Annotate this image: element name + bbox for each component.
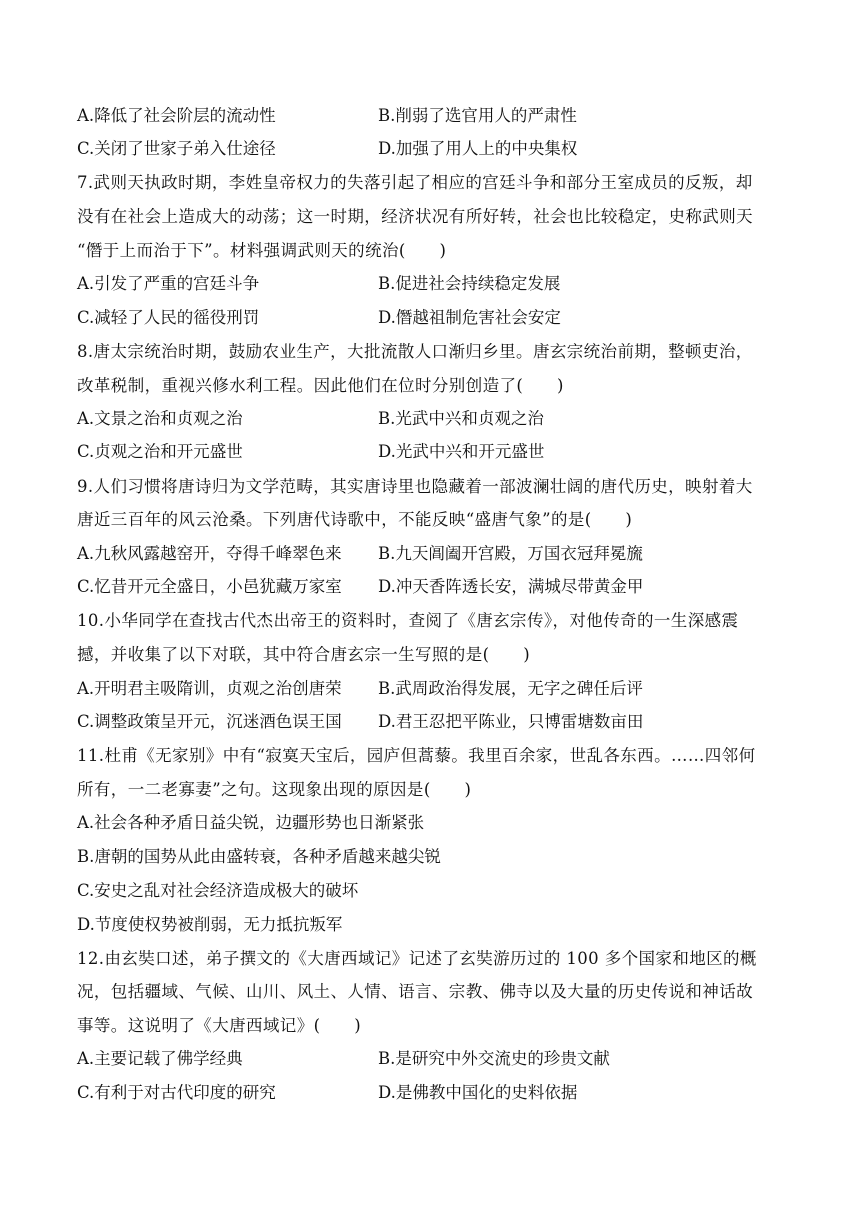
q11-option-c[interactable]: C.安史之乱对社会经济造成极大的破坏 — [77, 881, 359, 900]
q6-option-b[interactable]: B.削弱了选官用人的严肃性 — [378, 106, 577, 125]
q12-option-a[interactable]: A.主要记载了佛学经典 — [77, 1049, 243, 1068]
q9-option-c[interactable]: C.忆昔开元全盛日，小邑犹藏万家室 — [77, 577, 342, 596]
q12-option-d[interactable]: D.是佛教中国化的史料依据 — [378, 1083, 578, 1102]
q12-stem-line-1: 12.由玄奘口述，弟子撰文的《大唐西域记》记述了玄奘游历过的 100 多个国家和地区的概 — [77, 949, 757, 968]
q12-stem-line-3: 事等。这说明了《大唐西域记》( ) — [77, 1016, 362, 1035]
q7-option-c[interactable]: C.减轻了人民的徭役刑罚 — [77, 308, 260, 327]
q8-option-c[interactable]: C.贞观之治和开元盛世 — [77, 442, 243, 461]
q9-option-b[interactable]: B.九天阊阖开宫殿，万国衣冠拜冕旒 — [378, 544, 643, 563]
q7-option-b[interactable]: B.促进社会持续稳定发展 — [378, 274, 561, 293]
q7-stem-line-1: 7.武则天执政时期，李姓皇帝权力的失落引起了相应的宫廷斗争和部分王室成员的反叛，却 — [77, 173, 753, 192]
q10-option-d[interactable]: D.君王忍把平陈业，只博雷塘数亩田 — [378, 712, 644, 731]
q12-option-b[interactable]: B.是研究中外交流史的珍贵文献 — [378, 1049, 610, 1068]
q8-stem-line-2: 改革税制，重视兴修水利工程。因此他们在位时分别创造了( ) — [77, 376, 564, 395]
q10-option-b[interactable]: B.武周政治得发展，无字之碑任后评 — [378, 679, 643, 698]
q6-option-c[interactable]: C.关闭了世家子弟入仕途径 — [77, 139, 276, 158]
q8-option-a[interactable]: A.文景之治和贞观之治 — [77, 409, 243, 428]
q8-option-d[interactable]: D.光武中兴和开元盛世 — [378, 442, 545, 461]
q9-stem-line-1: 9.人们习惯将唐诗归为文学范畴，其实唐诗里也隐藏着一部波澜壮阔的唐代历史，映射着大 — [77, 477, 753, 496]
q9-option-a[interactable]: A.九秋风露越窑开，夺得千峰翠色来 — [77, 544, 342, 563]
q12-option-c[interactable]: C.有利于对古代印度的研究 — [77, 1083, 276, 1102]
q11-option-b[interactable]: B.唐朝的国势从此由盛转衰，各种矛盾越来越尖锐 — [77, 847, 441, 866]
q11-stem-line-2: 所有，一二老寡妻”之句。这现象出现的原因是( ) — [77, 780, 472, 799]
q7-stem-line-2: 没有在社会上造成大的动荡；这一时期，经济状况有所好转，社会也比较稳定，史称武则天 — [77, 207, 753, 226]
q8-option-b[interactable]: B.光武中兴和贞观之治 — [378, 409, 544, 428]
q10-option-a[interactable]: A.开明君主吸隋训，贞观之治创唐荣 — [77, 679, 342, 698]
q6-option-a[interactable]: A.降低了社会阶层的流动性 — [77, 106, 276, 125]
q10-stem-line-2: 撼，并收集了以下对联，其中符合唐玄宗一生写照的是( ) — [77, 645, 531, 664]
q6-option-d[interactable]: D.加强了用人上的中央集权 — [378, 139, 578, 158]
q7-option-d[interactable]: D.僭越祖制危害社会安定 — [378, 308, 561, 327]
q7-stem-line-3: “僭于上而治于下”。材料强调武则天的统治( ) — [77, 241, 447, 260]
q10-stem-line-1: 10.小华同学在查找古代杰出帝王的资料时，查阅了《唐玄宗传》，对他传奇的一生深感震 — [77, 611, 739, 630]
q9-option-d[interactable]: D.冲天香阵透长安，满城尽带黄金甲 — [378, 577, 644, 596]
q8-stem-line-1: 8.唐太宗统治时期，鼓励农业生产，大批流散人口渐归乡里。唐玄宗统治前期，整顿吏治， — [77, 342, 753, 361]
q7-option-a[interactable]: A.引发了严重的宫廷斗争 — [77, 274, 260, 293]
q11-stem-line-1: 11.杜甫《无家别》中有“寂寞天宝后，园庐但蒿藜。我里百余家，世乱各东西。……四邻何 — [77, 746, 756, 765]
q10-option-c[interactable]: C.调整政策呈开元，沉迷酒色误王国 — [77, 712, 342, 731]
q11-option-d[interactable]: D.节度使权势被削弱，无力抵抗叛军 — [77, 915, 343, 934]
q9-stem-line-2: 唐近三百年的风云沧桑。下列唐代诗歌中，不能反映“盛唐气象”的是( ) — [77, 510, 633, 529]
q12-stem-line-2: 况，包括疆域、气候、山川、风土、人情、语言、宗教、佛寺以及大量的历史传说和神话故 — [77, 982, 753, 1001]
q11-option-a[interactable]: A.社会各种矛盾日益尖锐，边疆形势也日渐紧张 — [77, 813, 425, 832]
